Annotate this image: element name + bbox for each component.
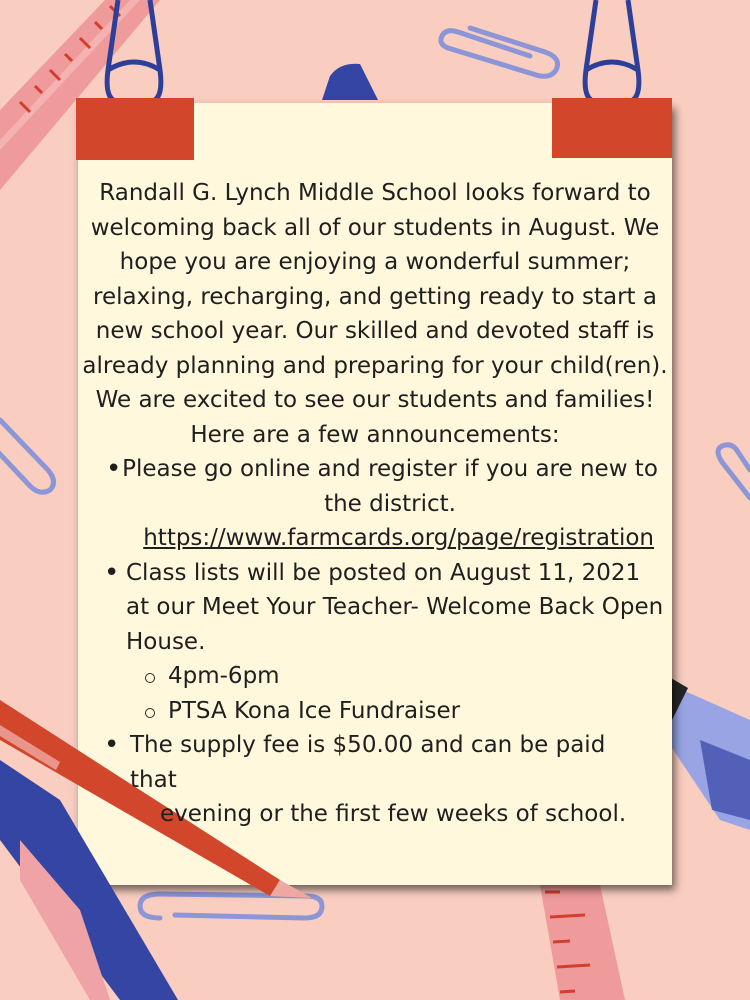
sub-list-item (82, 694, 668, 729)
flyer-content (82, 176, 668, 832)
sub-list-item (82, 659, 668, 694)
supply-fee-line-1: The supply fee is $50.00 and can be paid that (130, 732, 606, 793)
intro-paragraph: Randall G. Lynch Middle School looks forward to welcoming back all of our students in August. We hope you are enjoying a wonderful summer; relaxing, recharging, and getting ready to start a new school year. Our skilled and devoted staff is already planning and preparing for your child(ren). We are excited to see our students and families! (82, 180, 668, 413)
time-text: 4pm-6pm (168, 663, 280, 689)
list-item (82, 556, 668, 660)
announcement-list (82, 452, 668, 832)
supply-fee-line-2: evening or the first few weeks of school. (160, 801, 627, 827)
list-item (82, 452, 668, 556)
binder-clip-right (552, 0, 672, 158)
registration-text: Please go online and register if you are new to the district. (122, 456, 658, 517)
announcements-heading: Here are a few announcements: (190, 421, 560, 448)
registration-link[interactable]: https://www.farmcards.org/page/registration (143, 525, 654, 551)
fundraiser-text: PTSA Kona Ice Fundraiser (168, 697, 461, 724)
list-item (82, 728, 668, 832)
class-lists-text: Class lists will be posted on August 11, 2021 at our Meet Your Teacher- Welcome Back Open House. (126, 559, 664, 655)
binder-clip-left (76, 0, 194, 160)
